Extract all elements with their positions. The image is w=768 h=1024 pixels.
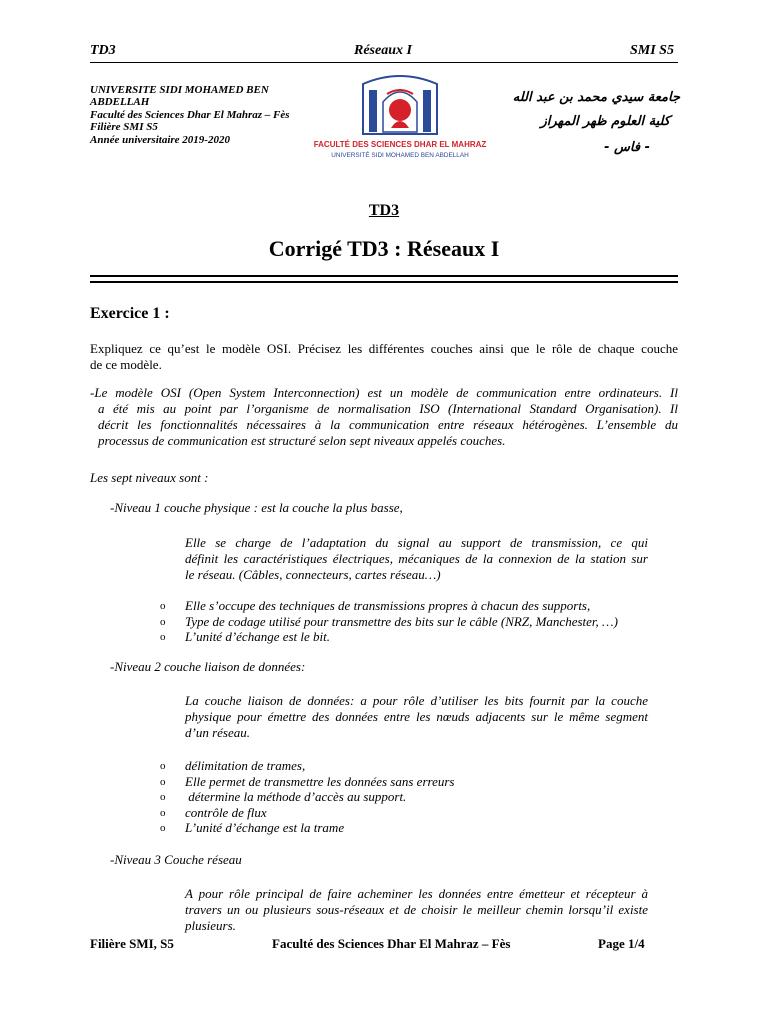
arabic-line-3: - فاس - — [604, 140, 650, 155]
list-item — [160, 613, 618, 630]
level-1-bullets — [160, 598, 618, 645]
osi-intro-paragraph — [90, 385, 678, 449]
level-3-desc-line: A pour rôle principal de faire acheminer les données entre émetteur et récepteur à — [185, 886, 648, 901]
logo-name: FACULTÉ DES SCIENCES DHAR EL MAHRAZ — [313, 140, 487, 149]
seven-levels-label: Les sept niveaux sont : — [90, 470, 209, 485]
arabic-line-2: كلية العلوم ظهر المهراز — [540, 114, 670, 129]
level-1-description — [185, 535, 648, 583]
list-item — [160, 598, 618, 614]
list-item — [160, 758, 454, 774]
level-1-desc-line: définit les caractéristiques électriques, mécaniques de la connexion de la station sur — [185, 551, 648, 566]
level-2-desc-line: physique pour émettre des données entre les nœuds adjacents sur le même segment — [185, 709, 648, 724]
university-line-5: Année universitaire 2019-2020 — [90, 133, 230, 146]
exercise-heading: Exercice 1 : — [90, 305, 170, 322]
bullet-text: L’unité d’échange est la trame — [185, 820, 345, 836]
university-line-2: ABDELLAH — [90, 96, 150, 109]
list-item — [160, 804, 454, 821]
bullet-marker: o — [160, 806, 166, 819]
intro-dash: - — [90, 385, 95, 400]
header-rule — [90, 62, 678, 63]
list-item — [160, 789, 454, 805]
level-3-title: -Niveau 3 Couche réseau — [110, 852, 242, 867]
level-3-desc-line: plusieurs. — [185, 918, 236, 933]
university-line-1: UNIVERSITE SIDI MOHAMED BEN — [90, 84, 269, 96]
list-item — [160, 629, 618, 645]
logo-emblem-icon — [363, 76, 437, 134]
level-3-desc-line: travers un ou plusieurs sous-réseaux et de choisir le meilleur chemin lorsqu’il existe — [185, 902, 648, 917]
intro-text: Le modèle OSI (Open System Interconnection) est un modèle de communication entre ordinateurs. Il — [94, 385, 678, 400]
bullet-text: contrôle de flux — [185, 804, 267, 820]
bullet-text: détermine la méthode d’accès au support. — [185, 789, 407, 805]
level-2-title: -Niveau 2 couche liaison de données: — [110, 659, 306, 674]
title-rule-bottom — [90, 281, 678, 283]
intro-line — [90, 385, 678, 401]
list-item — [160, 773, 455, 790]
faculty-logo — [313, 74, 487, 166]
bullet-marker: o — [160, 615, 166, 628]
level-1-title: -Niveau 1 couche physique : est la couche la plus basse, — [110, 500, 403, 515]
bullet-text: L’unité d’échange est le bit. — [185, 629, 331, 645]
bullet-marker: o — [160, 760, 166, 772]
level-2-description — [185, 693, 648, 741]
footer-center: Faculté des Sciences Dhar El Mahraz – Fès — [272, 936, 511, 951]
footer-left: Filière SMI, S5 — [90, 936, 174, 951]
university-line-4: Filière SMI S5 — [90, 121, 158, 134]
bullet-text: délimitation de trames, — [185, 758, 306, 773]
level-3-description — [185, 886, 648, 934]
level-1-desc-line: le réseau. (Câbles, connecteurs, cartes réseau…) — [185, 567, 441, 582]
header-center: Réseaux I — [354, 43, 412, 58]
level-1-desc-line: Elle se charge de l’adaptation du signal au support de transmission, ce qui — [185, 535, 648, 550]
title-rule-top — [90, 275, 678, 277]
footer-page-number: Page 1/4 — [598, 936, 645, 951]
page-title: Corrigé TD3 : Réseaux I — [268, 236, 500, 261]
list-item — [160, 820, 454, 836]
bullet-marker: o — [160, 600, 166, 612]
question-line: Expliquez ce qu’est le modèle OSI. Précisez les différentes couches ainsi que le rôle de chaque couche — [90, 341, 678, 356]
intro-line: décrit les fonctionnalités nécessaires à la communication entre réseaux hétérogènes. L’ensemble du — [98, 417, 678, 432]
logo-subname: UNIVERSITÉ SIDI MOHAMED BEN ABDELLAH — [331, 152, 469, 159]
bullet-marker: o — [160, 631, 166, 644]
level-2-desc-line: d’un réseau. — [185, 725, 250, 740]
question-line: de ce modèle. — [90, 357, 162, 372]
bullet-text: Elle s’occupe des techniques de transmissions propres à chacun des supports, — [185, 598, 591, 613]
bullet-marker: o — [160, 775, 166, 788]
level-2-desc-line: La couche liaison de données: a pour rôle d’utiliser les bits fournit par la couche — [185, 693, 648, 708]
intro-line: processus de communication est structuré selon sept niveaux appelés couches. — [98, 433, 506, 448]
td-label: TD3 — [368, 202, 400, 219]
bullet-marker: o — [160, 822, 166, 835]
bullet-text: Type de codage utilisé pour transmettre des bits sur le câble (NRZ, Manchester, …) — [185, 613, 618, 629]
exercise-question — [90, 341, 678, 373]
intro-line: a été mis au point par l’organisme de normalisation ISO (International Standard Organisation). Il — [98, 401, 678, 416]
bullet-marker: o — [160, 791, 166, 804]
university-line-3: Faculté des Sciences Dhar El Mahraz – Fès — [90, 108, 290, 121]
university-block — [90, 84, 320, 146]
header-right: SMI S5 — [630, 43, 674, 58]
bullet-text: Elle permet de transmettre les données sans erreurs — [185, 773, 455, 789]
level-2-bullets — [160, 758, 455, 836]
arabic-line-1: جامعة سيدي محمد بن عبد الله — [512, 90, 680, 105]
header-left: TD3 — [90, 43, 116, 58]
